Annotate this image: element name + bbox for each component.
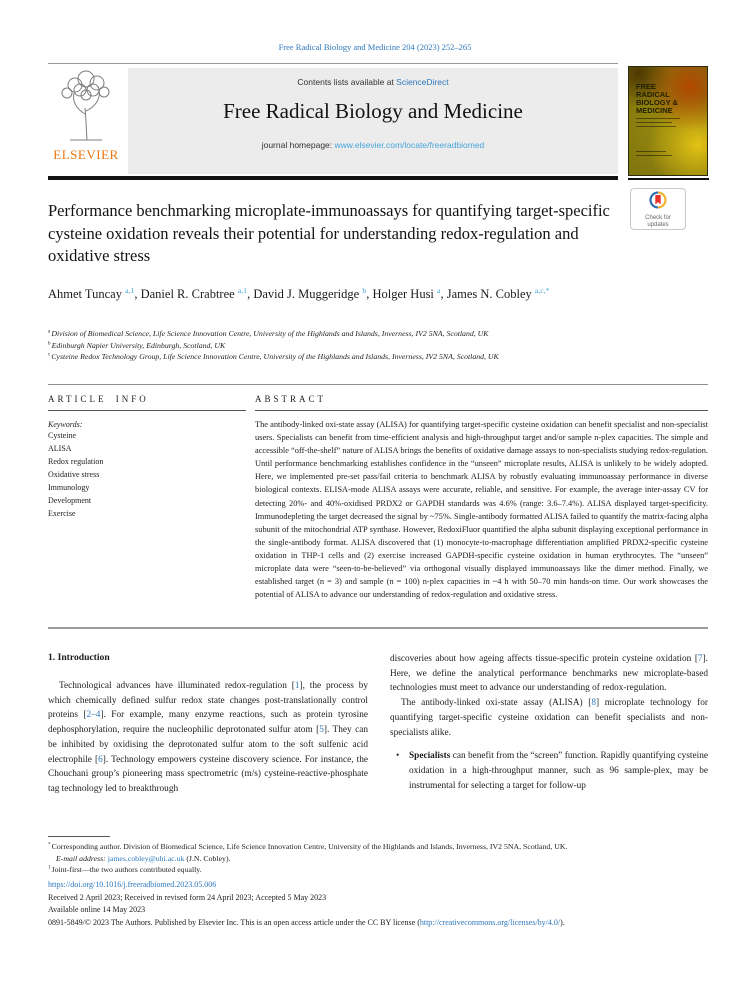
journal-cover-thumbnail[interactable]	[628, 66, 708, 176]
text-segment: *	[48, 842, 52, 848]
body-paragraph	[390, 696, 708, 740]
journal-title: Free Radical Biology and Medicine	[223, 99, 523, 123]
cover-text-placeholder	[636, 155, 672, 156]
abstract-heading: ABSTRACT	[255, 394, 708, 411]
affiliation-b	[48, 340, 698, 352]
corresponding-author-note	[48, 841, 708, 853]
text-segment: journal homepage:	[261, 140, 335, 150]
text-segment: ).	[560, 917, 565, 927]
inline-link[interactable]: 2–4	[86, 710, 101, 721]
text-segment: The antibody-linked oxi-state assay (ALISA) [	[401, 698, 592, 709]
inline-link[interactable]: 7	[697, 654, 703, 664]
list-item: Redox regulation	[48, 457, 104, 466]
text-segment: discoveries about how ageing affects tissue-specific protein cysteine oxidation [	[390, 654, 698, 664]
masthead-bottom-bar	[48, 176, 618, 180]
cover-bottom-bar	[628, 178, 709, 180]
inline-link[interactable]: http://creativecommons.org/licenses/by/4.0/	[419, 917, 561, 927]
inline-link[interactable]: 1	[294, 681, 300, 691]
list-item: Immunology	[48, 483, 90, 492]
text-segment: c	[48, 352, 52, 358]
inline-link[interactable]: 5	[319, 725, 324, 736]
cover-text-placeholder	[636, 118, 680, 119]
list-item: ALISA	[48, 444, 72, 453]
list-item: RADICAL	[636, 90, 670, 99]
list-item: Cysteine	[48, 431, 76, 440]
introduction-paragraph	[48, 679, 368, 797]
keywords-list	[48, 429, 246, 520]
text-segment: , Daniel R. Crabtree	[134, 287, 238, 301]
inline-link[interactable]: a	[437, 285, 441, 295]
list-item: Exercise	[48, 509, 76, 518]
article-info-column	[48, 394, 246, 520]
inline-link[interactable]: a,1	[237, 285, 248, 295]
journal-masthead-banner	[128, 68, 618, 174]
article-info-heading: ARTICLE INFO	[48, 394, 246, 411]
inline-link[interactable]: james.cobley@uhi.ac.uk	[107, 853, 185, 863]
abstract-column	[255, 394, 708, 601]
elsevier-tree-icon	[48, 68, 124, 146]
text-segment: ], the process by which chemically defined sulfur redox state changes post-translationally control proteins [	[48, 681, 368, 721]
cover-text-placeholder	[636, 126, 676, 127]
affiliation-c	[48, 351, 698, 363]
abstract-section-top-rule	[48, 384, 708, 385]
check-for-updates-icon	[649, 191, 667, 214]
cover-text-placeholder	[636, 122, 672, 123]
list-item: Oxidative stress	[48, 470, 100, 479]
article-metadata-block	[48, 879, 713, 929]
article-title: Performance benchmarking microplate-immunoassays for quantifying target-specific cysteine oxidation reveals their potential for understanding redox-regulation and oxidative stress	[48, 201, 610, 265]
footnotes	[48, 841, 708, 876]
inline-link[interactable]: a,1	[125, 285, 135, 295]
text-segment: Cysteine Redox Technology Group, Life Science Innovation Centre, University of the Highlands and Islands, Inverness, IV2 5NA, Scotland, UK	[51, 352, 499, 361]
text-segment: Technological advances have illuminated redox-regulation [	[59, 681, 295, 691]
text-segment: ] microplate technology for quantifying target-specific cysteine oxidation can benefit specialists and non-specialists alike.	[390, 698, 708, 738]
text-segment: , Holger Husi	[366, 287, 438, 301]
keywords-label: Keywords:	[48, 420, 83, 429]
email-address-line	[48, 853, 708, 865]
inline-link[interactable]: 8	[591, 698, 597, 709]
text-segment: can benefit from the “screen” function. Rapidly quantifying cysteine oxidation in a high-throughput manner, such as 96 sample-plex, may be instrumental for selecting a target for follow-up	[409, 751, 708, 791]
text-segment: Edinburgh Napier University, Edinburgh, Scotland, UK	[51, 340, 226, 350]
text-segment: 0891-5849/© 2023 The Authors. Published by Elsevier Inc. This is an open access article under the CC BY license (	[48, 917, 420, 927]
inline-link[interactable]: www.elsevier.com/locate/freeradbiomed	[334, 140, 485, 150]
abstract-text: The antibody-linked oxi-state assay (ALISA) for quantifying target-specific cysteine oxidation can benefit specialist and non-specialist users. Specialists can benefit from time-efficient analysis and high-throughput target and/or sample n-plex capacities. The simple and accessible “off-the-shelf” nature of ALISA brings the benefits of oxidative damage assays to non-specialists studying redox-regulation. Until performance benchmarking establishes confidence in the “unseen” microplate results, ALISA is unlikely to be widely adopted. Here, we implemented pre-set pass/fail criteria to benchmark ALISA by robustly evaluating immunoassay performance in diverse biological contexts. ELISA-mode ALISA assays were accurate, reliable, and sensitive. For example, the average inter-assay CV for detecting 20%- and 40%-oxidised PRDX2 or GAPDH standards was 4.6% (range: 3.6–7.4%). ALISA displayed target-specificity. Immunodepleting the target decreased the signal by ~75%. Single-antibody formatted ALISA failed to quantify the matrix-facing alpha subunit of the mitochondrial ATP synthase. However, RedoxiFluor quantified the alpha subunit displaying exceptional performance in the single-antibody format. ALISA discovered that (1) monocyte-to-macrophage differentiation amplified PRDX2-specific cysteine oxidation in THP-1 cells and (2) exercise increased GAPDH-specific cysteine oxidation in human erythrocytes. The “unseen” microplate data were “seen-to-be-believed” via orthogonal visually displayed immunoassays like the dimer method. Finally, we established target (n = 3) and sample (n = 100) n-plex capacities in ~4 h with 50–70 min hands-on time. Our work showcases the potential of ALISA to advance our understanding of redox-regulation and oxidative stress.	[255, 420, 709, 600]
available-online-line: Available online 14 May 2023	[48, 905, 146, 915]
text-segment: , James N. Cobley	[440, 287, 535, 301]
header-divider	[48, 63, 618, 64]
affiliations	[48, 328, 698, 363]
inline-link[interactable]: ScienceDirect	[396, 77, 449, 87]
text-segment: ]. Technology empowers cysteine discovery science. For instance, the Chouchani group’s pioneering mass spectrometric (m/s) cysteine-reactive-phosphate tag technology led to breakthrough	[48, 754, 368, 794]
text-segment: a	[48, 329, 52, 335]
body-right-column	[390, 652, 708, 793]
text-segment: ]. They can be inhibited by oxidising the deprotonated sulfur atom to the soft sulfenic acid electrophile [	[48, 725, 368, 765]
elsevier-wordmark: ELSEVIER	[53, 147, 119, 162]
text-segment: 1	[48, 865, 52, 871]
text-segment: Ahmet Tuncay	[48, 287, 126, 301]
list-item: FREE	[636, 82, 657, 91]
abstract-section-bottom-rule	[48, 627, 708, 629]
body-paragraph	[390, 652, 708, 696]
cover-title	[636, 83, 702, 115]
list-item: MEDICINE	[636, 106, 673, 115]
text-segment: Joint-first—the two authors contributed equally.	[51, 865, 202, 874]
text-segment: b	[48, 340, 52, 346]
inline-link[interactable]: 6	[98, 754, 103, 765]
bullet-item	[398, 749, 708, 793]
received-dates-line: Received 2 April 2023; Received in revised form 24 April 2023; Accepted 5 May 2023	[48, 892, 327, 902]
text-segment: , David J. Muggeridge	[247, 287, 363, 301]
text-segment: E-mail address:	[56, 853, 108, 863]
text-segment: ]. For example, many enzyme reactions, such as protein tyrosine dephosphorylation, require the nucleophilic deprotonated sulfur atom [	[48, 710, 368, 736]
text-segment: (J.N. Cobley).	[184, 853, 231, 863]
text-segment: Corresponding author. Division of Biomedical Science, Life Science Innovation Centre, University of the Highlands and Islands, Inverness, IV2 5NA, Scotland, UK.	[51, 842, 568, 851]
author-list	[48, 286, 568, 303]
introduction-heading: 1. Introduction	[48, 652, 110, 663]
footnote-divider	[48, 836, 110, 837]
journal-homepage-line	[128, 140, 618, 150]
text-segment: Specialists	[409, 751, 451, 762]
text-segment: ]. Here, we define the analytical performance benchmarks new microplate-based technologies must meet to advance our understanding of redox-regulation.	[390, 654, 708, 694]
specialists-bullet-list	[390, 749, 708, 793]
list-item: BIOLOGY &	[636, 98, 678, 107]
elsevier-logo[interactable]	[48, 68, 124, 174]
list-item: Development	[48, 496, 92, 505]
text-segment: Division of Biomedical Science, Life Science Innovation Centre, University of the Highlands and Islands, Inverness, IV2 5NA, Scotland, UK	[51, 329, 489, 338]
body-left-column	[48, 652, 368, 797]
cover-text-placeholder	[636, 151, 666, 152]
doi-link[interactable]: https://doi.org/10.1016/j.freeradbiomed.2023.05.006	[48, 880, 217, 889]
check-for-updates-badge[interactable]	[630, 188, 686, 230]
affiliation-a	[48, 328, 698, 340]
text-segment: Contents lists available at	[297, 77, 397, 87]
contents-list-line	[128, 77, 618, 87]
inline-link[interactable]: b	[362, 285, 367, 295]
check-for-updates-label: Check for updates	[645, 215, 671, 228]
inline-link[interactable]: a,c,*	[534, 285, 550, 295]
journal-citation-link[interactable]: Free Radical Biology and Medicine 204 (2023) 252–265	[278, 42, 472, 52]
joint-first-note	[48, 864, 708, 876]
license-line	[48, 917, 713, 930]
